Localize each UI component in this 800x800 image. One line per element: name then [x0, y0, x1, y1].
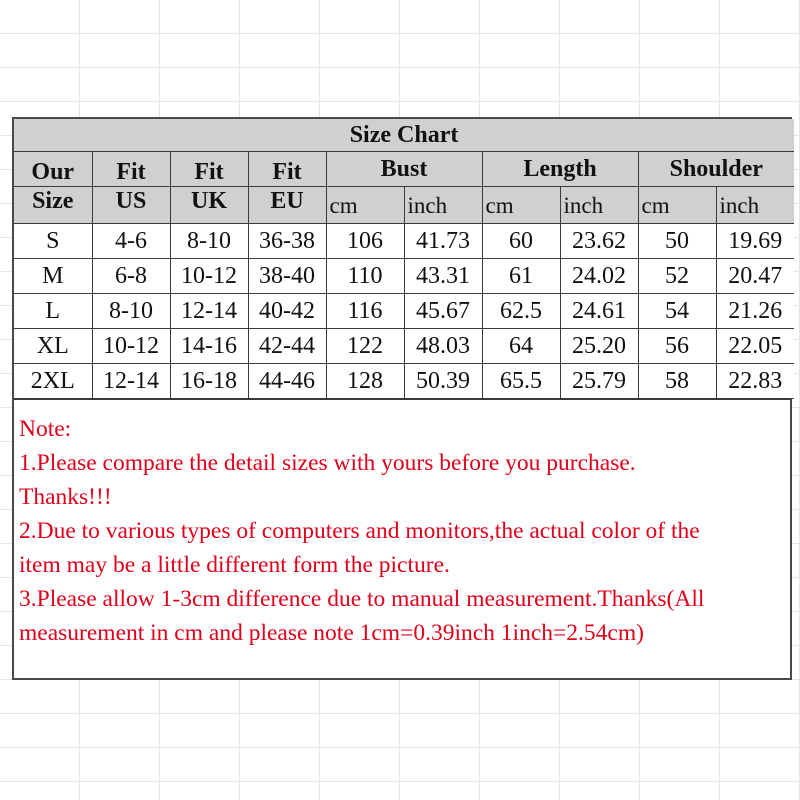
header-shoulder-cm: cm [638, 187, 716, 224]
cell-length-inch: 24.61 [560, 294, 638, 329]
cell-bust-cm: 110 [326, 259, 404, 294]
note-line: 1.Please compare the detail sizes with yours before you purchase. [19, 450, 636, 476]
cell-shoulder-cm: 58 [638, 364, 716, 399]
cell-length-cm: 65.5 [482, 364, 560, 399]
cell-fit-uk: 14-16 [170, 329, 248, 364]
cell-fit-eu: 36-38 [248, 224, 326, 259]
cell-bust-inch: 48.03 [404, 329, 482, 364]
header-length: Length [482, 152, 638, 187]
cell-bust-inch: 45.67 [404, 294, 482, 329]
cell-bust-cm: 128 [326, 364, 404, 399]
cell-size: L [14, 294, 92, 329]
cell-length-cm: 62.5 [482, 294, 560, 329]
cell-shoulder-inch: 22.83 [716, 364, 794, 399]
cell-length-cm: 60 [482, 224, 560, 259]
notes-section [14, 399, 790, 650]
cell-shoulder-cm: 50 [638, 224, 716, 259]
cell-length-cm: 64 [482, 329, 560, 364]
header-bust-cm: cm [326, 187, 404, 224]
cell-bust-cm: 106 [326, 224, 404, 259]
cell-size: S [14, 224, 92, 259]
cell-shoulder-cm: 52 [638, 259, 716, 294]
cell-shoulder-inch: 21.26 [716, 294, 794, 329]
header-bust: Bust [326, 152, 482, 187]
cell-fit-eu: 42-44 [248, 329, 326, 364]
header-fit-eu-line2: EU [248, 187, 326, 224]
cell-fit-eu: 38-40 [248, 259, 326, 294]
table-row [14, 329, 794, 364]
cell-bust-inch: 43.31 [404, 259, 482, 294]
header-bust-inch: inch [404, 187, 482, 224]
chart-title: Size Chart [14, 119, 794, 152]
cell-bust-cm: 122 [326, 329, 404, 364]
header-fit-us-line2: US [92, 187, 170, 224]
header-fit-eu-line1: Fit [248, 152, 326, 187]
cell-bust-inch: 41.73 [404, 224, 482, 259]
table-row [14, 294, 794, 329]
cell-shoulder-inch: 20.47 [716, 259, 794, 294]
table-row [14, 224, 794, 259]
header-our-size-line2: Size [14, 187, 92, 224]
cell-fit-uk: 12-14 [170, 294, 248, 329]
size-chart-sheet [12, 117, 792, 680]
cell-size: XL [14, 329, 92, 364]
cell-length-inch: 25.20 [560, 329, 638, 364]
table-row [14, 364, 794, 399]
cell-shoulder-cm: 56 [638, 329, 716, 364]
header-shoulder-inch: inch [716, 187, 794, 224]
note-line: Thanks!!! [19, 484, 112, 510]
note-line: 2.Due to various types of computers and monitors,the actual color of the [19, 518, 700, 544]
note-heading: Note: [19, 416, 72, 442]
note-line: measurement in cm and please note 1cm=0.39inch 1inch=2.54cm) [19, 620, 644, 646]
cell-length-inch: 24.02 [560, 259, 638, 294]
cell-fit-us: 12-14 [92, 364, 170, 399]
cell-fit-us: 4-6 [92, 224, 170, 259]
note-line: 3.Please allow 1-3cm difference due to manual measurement.Thanks(All [19, 586, 705, 612]
cell-shoulder-inch: 22.05 [716, 329, 794, 364]
cell-shoulder-cm: 54 [638, 294, 716, 329]
note-line: item may be a little different form the picture. [19, 552, 450, 578]
cell-fit-eu: 40-42 [248, 294, 326, 329]
cell-length-inch: 25.79 [560, 364, 638, 399]
header-fit-us-line1: Fit [92, 152, 170, 187]
header-fit-uk-line1: Fit [170, 152, 248, 187]
cell-fit-uk: 16-18 [170, 364, 248, 399]
cell-size: 2XL [14, 364, 92, 399]
cell-bust-inch: 50.39 [404, 364, 482, 399]
cell-fit-uk: 10-12 [170, 259, 248, 294]
cell-fit-us: 10-12 [92, 329, 170, 364]
header-fit-uk-line2: UK [170, 187, 248, 224]
header-length-inch: inch [560, 187, 638, 224]
header-shoulder: Shoulder [638, 152, 794, 187]
table-row [14, 259, 794, 294]
header-our-size-line1: Our [14, 152, 92, 187]
cell-fit-uk: 8-10 [170, 224, 248, 259]
cell-fit-us: 8-10 [92, 294, 170, 329]
cell-fit-us: 6-8 [92, 259, 170, 294]
cell-length-cm: 61 [482, 259, 560, 294]
cell-size: M [14, 259, 92, 294]
cell-fit-eu: 44-46 [248, 364, 326, 399]
cell-shoulder-inch: 19.69 [716, 224, 794, 259]
size-chart-table [14, 119, 794, 399]
header-length-cm: cm [482, 187, 560, 224]
cell-bust-cm: 116 [326, 294, 404, 329]
cell-length-inch: 23.62 [560, 224, 638, 259]
